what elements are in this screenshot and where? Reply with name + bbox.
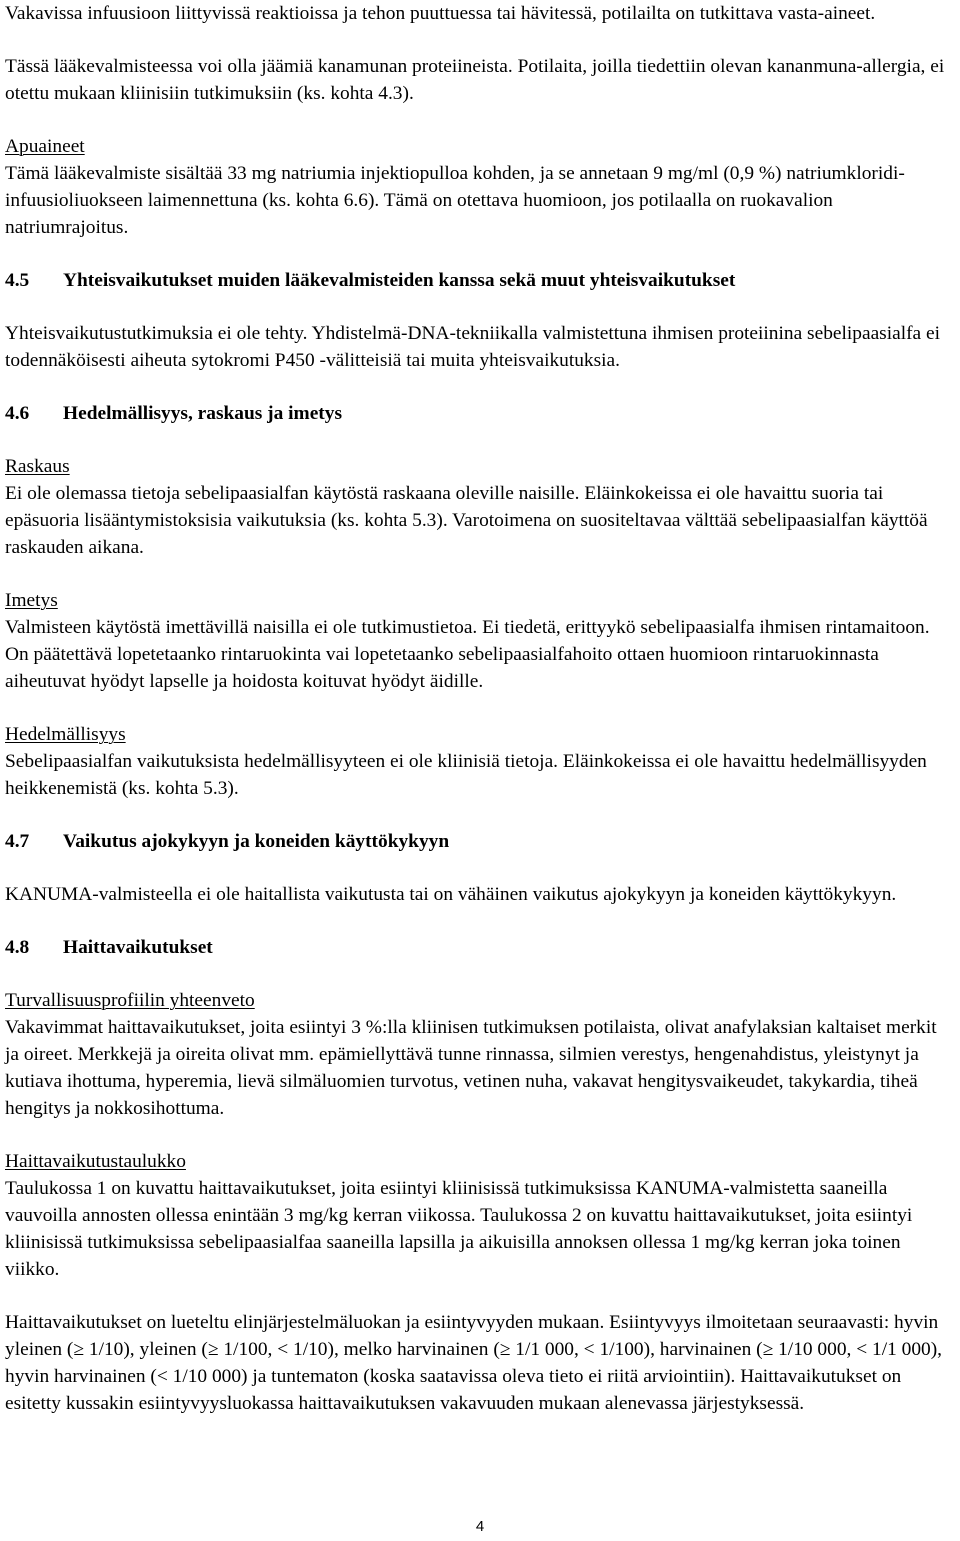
subheading-haittavaikutustaulukko: Haittavaikutustaulukko [5,1151,186,1172]
spacer [5,27,955,53]
subheading-raskaus: Raskaus [5,456,70,477]
section-title: Vaikutus ajokykyyn ja koneiden käyttökykyyn [63,831,450,852]
paragraph-apuaineet: Tämä lääkevalmiste sisältää 33 mg natriumia injektiopulloa kohden, ja se annetaan 9 mg/ml (0,9 %) natriumkloridi-infuusioliuokseen laimennettuna (ks. kohta 6.6). Tämä on otettava huomioon, jos potilaalla on ruokavalion natriumrajoitus. [5,163,905,238]
spacer [5,1122,955,1148]
spacer [5,561,955,587]
document-page [5,0,955,1417]
paragraph-imetys: Valmisteen käytöstä imettävillä naisilla ei ole tutkimustietoa. Ei tiedetä, erittyykö sebelipaasialfa ihmisen rintamaitoon. On päätettävä lopetetaanko rintaruokinta vai lopetetaanko sebelipaasialfahoito ottaen huomioon rintaruokinnasta aiheutuvat hyödyt lapselle ja hoidosta koituvat hyödyt äidille. [5,617,930,692]
spacer [5,908,955,934]
section-heading-4-5 [5,267,955,294]
section-heading-4-6 [5,400,955,427]
paragraph-interactions: Yhteisvaikutustutkimuksia ei ole tehty. Yhdistelmä-DNA-tekniikalla valmistettuna ihmisen proteiinina sebelipaasialfa ei todennäköisesti aiheuta sytokromi P450 -välitteisiä tai muita yhteisvaikutuksia. [5,323,941,371]
page-number: 4 [475,1518,485,1535]
section-title: Yhteisvaikutukset muiden lääkevalmisteiden kanssa sekä muut yhteisvaikutukset [63,270,736,291]
paragraph-hedelmallisyys: Sebelipaasialfan vaikutuksista hedelmällisyyteen ei ole kliinisiä tietoja. Eläinkokeissa ei ole havaittu hedelmällisyyden heikkenemistä (ks. kohta 5.3). [5,751,927,799]
section-number: 4.5 [5,270,30,291]
paragraph-raskaus: Ei ole olemassa tietoja sebelipaasialfan käytöstä raskaana oleville naisille. Eläinkokeissa ei ole havaittu suoria tai epäsuoria lisääntymistoksisia vaikutuksia (ks. kohta 5.3). Varotoimena on suositeltavaa välttää sebelipaasialfan käyttöä raskauden aikana. [5,483,928,558]
section-heading-4-8 [5,934,955,961]
section-heading-4-7 [5,828,955,855]
subheading-apuaineet: Apuaineet [5,136,85,157]
spacer [5,427,955,453]
paragraph-egg-proteins: Tässä lääkevalmisteessa voi olla jäämiä kanamunan proteiineista. Potilaita, joilla tiedettiin olevan kananmuna-allergia, ei otettu mukaan kliinisiin tutkimuksiin (ks. kohta 4.3). [5,56,945,104]
spacer [5,241,955,267]
section-number: 4.7 [5,831,30,852]
spacer [5,1283,955,1309]
section-number: 4.6 [5,403,30,424]
paragraph-haittavaikutustaulukko: Taulukossa 1 on kuvattu haittavaikutukset, joita esiintyi kliinisissä tutkimuksissa KANUMA-valmistetta saaneilla vauvoilla annosten ollessa enintään 3 mg/kg kerran viikossa. Taulukossa 2 on kuvattu haittavaikutukset, joita esiintyi kliinisissä tutkimuksissa sebelipaasialfaa saaneilla lapsilla ja aikuisilla annoksen ollessa 1 mg/kg kerran joka toinen viikko. [5,1178,913,1280]
section-number: 4.8 [5,937,30,958]
spacer [5,802,955,828]
subheading-imetys: Imetys [5,590,58,611]
spacer [5,961,955,987]
spacer [5,695,955,721]
spacer [5,855,955,881]
subheading-turvallisuusprofiili: Turvallisuusprofiilin yhteenveto [5,990,255,1011]
paragraph-antibodies: Vakavissa infuusioon liittyvissä reaktioissa ja tehon puuttuessa tai hävitessä, potilailta on tutkittava vasta-aineet. [5,3,876,24]
section-title: Haittavaikutukset [63,937,213,958]
paragraph-driving: KANUMA-valmisteella ei ole haitallista vaikutusta tai on vähäinen vaikutus ajokykyyn ja koneiden käyttökykyyn. [5,884,897,905]
paragraph-frequency: Haittavaikutukset on lueteltu elinjärjestelmäluokan ja esiintyvyyden mukaan. Esiintyvyys ilmoitetaan seuraavasti: hyvin yleinen (≥ 1/10), yleinen (≥ 1/100, < 1/10), melko harvinainen (≥ 1/1 000, < 1/100), harvinainen (≥ 1/10 000, < 1/1 000), hyvin harvinainen (< 1/10 000) ja tuntematon (koska saatavissa oleva tieto ei riitä arviointiin). Haittavaikutukset on esitetty kussakin esiintyvyysluokassa haittavaikutuksen vakavuuden mukaan alenevassa järjestyksessä. [5,1312,943,1414]
paragraph-turvallisuusprofiili: Vakavimmat haittavaikutukset, joita esiintyi 3 %:lla kliinisen tutkimuksen potilaista, olivat anafylaksian kaltaiset merkit ja oireet. Merkkejä ja oireita olivat mm. epämiellyttävä tunne rinnassa, silmien verestys, hengenahdistus, yleistynyt ja kutiava ihottuma, hyperemia, lievä silmäluomien turvotus, vetinen nuha, vakavat hengitysvaikeudet, takykardia, tiheä hengitys ja nokkosihottuma. [5,1017,937,1119]
section-title: Hedelmällisyys, raskaus ja imetys [63,403,343,424]
spacer [5,374,955,400]
subheading-hedelmallisyys: Hedelmällisyys [5,724,126,745]
spacer [5,294,955,320]
spacer [5,107,955,133]
